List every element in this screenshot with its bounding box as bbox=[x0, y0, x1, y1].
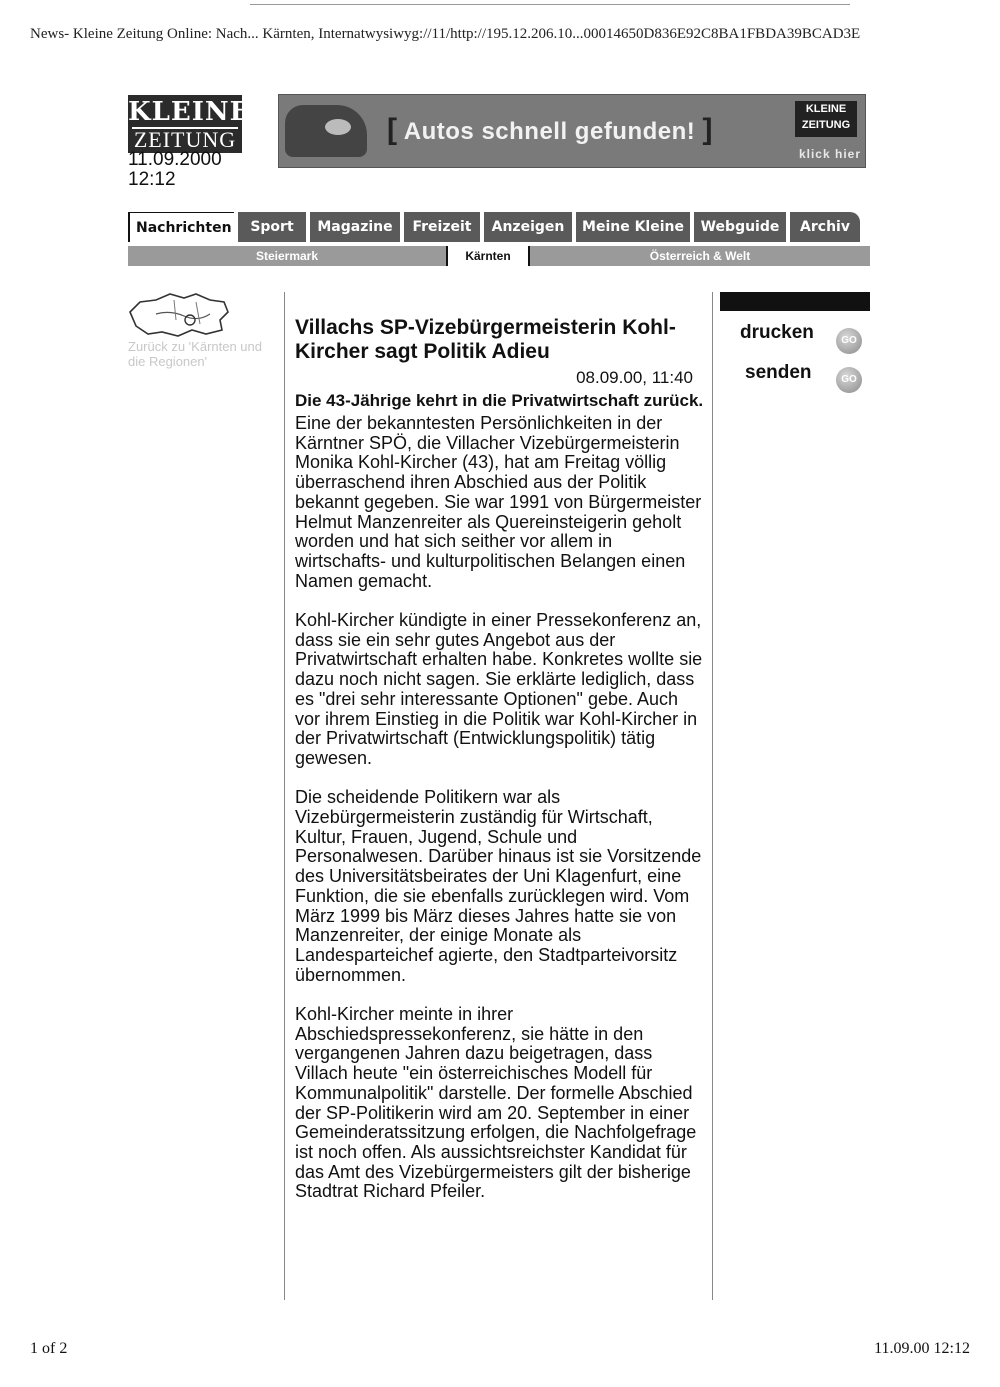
kleine-zeitung-logo[interactable] bbox=[128, 95, 251, 153]
send-link[interactable]: senden bbox=[745, 362, 812, 383]
sub-nav bbox=[128, 246, 870, 266]
banner-slogan-text: Autos schnell gefunden! bbox=[403, 118, 696, 145]
article bbox=[295, 316, 705, 1222]
tab-nachrichten[interactable]: Nachrichten bbox=[128, 212, 234, 242]
banner-logo-line2: ZEITUNG bbox=[801, 119, 851, 131]
banner-bracket-close: ] bbox=[702, 113, 713, 146]
subtab-steiermark[interactable]: Steiermark bbox=[255, 249, 319, 263]
back-link[interactable]: Zurück zu 'Kärnten und die Regionen' bbox=[128, 339, 262, 369]
print-link[interactable]: drucken bbox=[740, 322, 814, 343]
page-date: 11.09.2000 bbox=[128, 149, 222, 170]
tab-archiv[interactable]: Archiv bbox=[790, 212, 860, 242]
article-paragraph: Die scheidende Politikern war als Vizebürgermeisterin zuständig für Wirtschaft, Kultur, Frauen, Jugend, Schule und Personalwesen. Darüber hinaus ist sie Vorsitzende des Universitätsbeirates der Uni Klagenfurt, eine Funktion, die sie ebenfalls zurücklegen wird. Vom März 1999 bis März dieses Jahres hatte sie von Manzenreiter, der einige Monate als Landesparteichef agierte, den Stadtparteivorsitz übernommen. bbox=[295, 787, 702, 985]
banner-logo bbox=[795, 101, 857, 137]
article-paragraph: Kohl-Kircher kündigte in einer Pressekonferenz an, dass sie ein sehr gutes Angebot aus der Privatwirtschaft erhalten habe. Konkretes wollte sie dazu noch nicht sagen. Sie erklärte lediglich, dass es "drei sehr interessante Optionen" gebe. Auch vor ihrem Einstieg in die Politik war Kohl-Kircher in der Privatwirtschaft (Entwicklungspolitik) tätig gewesen. bbox=[295, 610, 703, 768]
print-page-number: 1 of 2 bbox=[30, 1340, 68, 1357]
subtab-kaernten[interactable]: Kärnten bbox=[446, 246, 530, 266]
article-paragraph: Eine der bekanntesten Persönlichkeiten in der Kärntner SPÖ, die Villacher Vizebürgermeisterin Monika Kohl-Kircher (43), hat am Freitag völlig überraschend ihren Abschied aus der Politik bekannt gegeben. Sie war 1991 von Bürgermeister Helmut Manzenreiter als Quereinsteigerin geholt worden und hat sich seither vor allem in wirtschafts- und kulturpolitischen Belangen einen Namen gemacht. bbox=[295, 413, 702, 591]
main-nav bbox=[128, 212, 870, 242]
tab-freizeit[interactable]: Freizeit bbox=[404, 212, 480, 242]
article-date: 08.09.00, 11:40 bbox=[576, 368, 693, 387]
page-datetime bbox=[128, 150, 222, 190]
banner-cta[interactable]: klick hier bbox=[798, 147, 861, 161]
article-paragraph: Kohl-Kircher meinte in ihrer Abschiedspressekonferenz, sie hätte in den vergangenen Jahren dazu beigetragen, dass Villach heute "ein österreichisches Modell für Kommunalpolitik" darstelle. Der formelle Abschied der SP-Politikerin wird am 20. September in einer Gemeinderatssitzung erfolgen, die Nachfolgefrage ist noch offen. Als aussichtsreichster Kandidat für das Amt des Vizebürgermeisters gilt der bisherige Stadtrat Richard Pfeiler. bbox=[295, 1004, 697, 1202]
print-header: News- Kleine Zeitung Online: Nach... Kärnten, Internatwysiwyg://11/http://195.12.206.10...00014650D836E92C8BA1FBDA39BCAD3E bbox=[30, 26, 861, 42]
sidebar-header-bar bbox=[720, 292, 870, 311]
tab-sport[interactable]: Sport bbox=[238, 212, 306, 242]
article-lead: Die 43-Jährige kehrt in die Privatwirtschaft zurück. bbox=[295, 391, 704, 410]
top-rule bbox=[250, 4, 850, 5]
banner-logo-line1: KLEINE bbox=[805, 103, 847, 115]
tab-anzeigen[interactable]: Anzeigen bbox=[484, 212, 572, 242]
column-divider-right bbox=[712, 292, 713, 1300]
ad-banner[interactable] bbox=[278, 94, 866, 168]
banner-bracket-open: [ bbox=[387, 113, 398, 146]
logo-line1: KLEINE bbox=[128, 97, 251, 127]
tab-webguide[interactable]: Webguide bbox=[694, 212, 786, 242]
tab-magazine[interactable]: Magazine bbox=[310, 212, 400, 242]
send-go-button[interactable]: GO bbox=[836, 367, 862, 393]
print-go-button[interactable]: GO bbox=[836, 328, 862, 354]
tab-meine-kleine[interactable]: Meine Kleine bbox=[576, 212, 690, 242]
article-headline: Villachs SP-Vizebürgermeisterin Kohl-Kircher sagt Politik Adieu bbox=[295, 316, 676, 363]
column-divider-left bbox=[284, 292, 285, 1300]
car-icon bbox=[285, 105, 367, 157]
logo-line2: ZEITUNG bbox=[133, 127, 237, 152]
print-timestamp: 11.09.00 12:12 bbox=[874, 1340, 970, 1357]
page-time: 12:12 bbox=[128, 169, 176, 190]
carinthia-map-icon[interactable] bbox=[126, 290, 230, 340]
banner-slogan bbox=[387, 113, 713, 147]
subtab-oesterreich-welt[interactable]: Österreich & Welt bbox=[649, 249, 751, 263]
